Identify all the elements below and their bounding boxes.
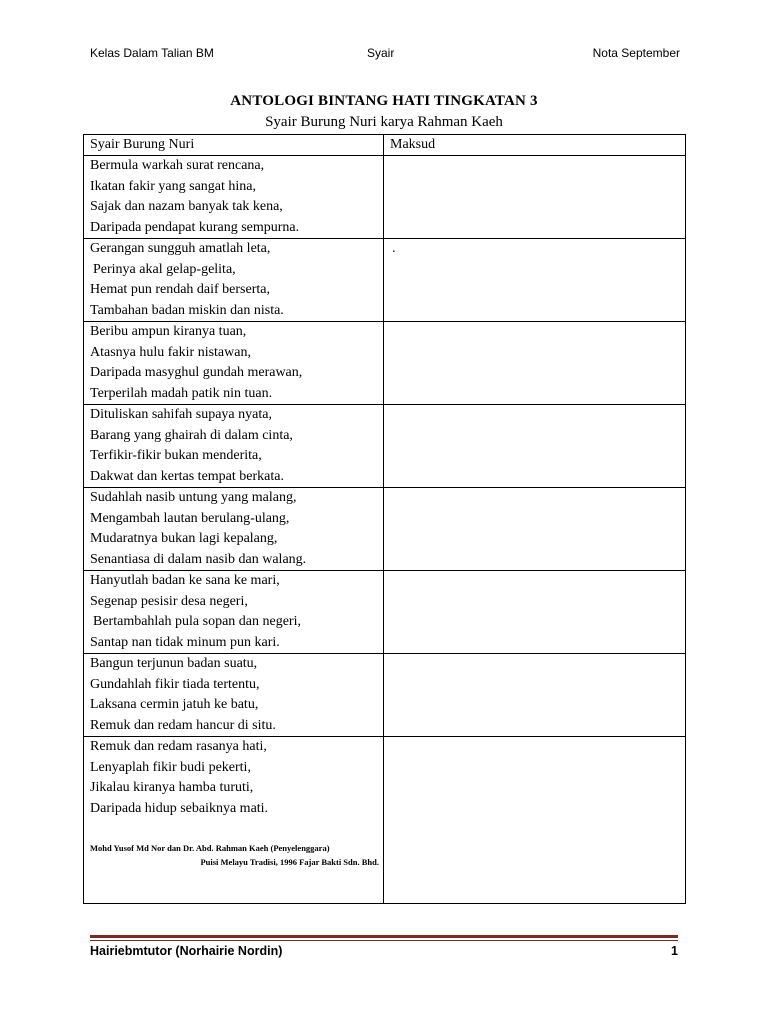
document-title: ANTOLOGI BINTANG HATI TINGKATAN 3 <box>230 93 538 109</box>
stanza-line: Atasnya hulu fakir nistawan, <box>90 344 251 360</box>
page-footer <box>90 944 680 964</box>
stanza-cell <box>84 239 384 322</box>
maksud-cell[interactable] <box>384 488 686 571</box>
stanza-line: Remuk dan redam hancur di situ. <box>90 717 276 733</box>
page-number: 1 <box>671 944 678 958</box>
table-row <box>84 571 686 654</box>
stanza-line: Bertambahlah pula sopan dan negeri, <box>93 614 301 629</box>
stanza-line: Sajak dan nazam banyak tak kena, <box>90 199 283 214</box>
table-row <box>84 654 686 737</box>
maksud-cell[interactable] <box>384 239 686 322</box>
stanza-line: Senantiasa di dalam nasib dan walang. <box>90 551 307 567</box>
maksud-cell[interactable] <box>384 571 686 654</box>
stanza-line: Bangun terjunun badan suatu, <box>90 656 258 671</box>
stanza-line: Tambahan badan miskin dan nista. <box>90 302 284 318</box>
stanza-line: Beribu ampun kiranya tuan, <box>90 324 247 339</box>
maksud-cell[interactable] <box>384 322 686 405</box>
stanza-line: Dakwat dan kertas tempat berkata. <box>90 468 284 484</box>
stanza-cell <box>84 488 384 571</box>
document-subtitle: Syair Burung Nuri karya Rahman Kaeh <box>265 114 503 130</box>
stanza-line: Hanyutlah badan ke sana ke mari, <box>90 573 280 588</box>
maksud-cell[interactable] <box>384 156 686 239</box>
citation-line: Mohd Yusof Md Nor dan Dr. Abd. Rahman Kaeh (Penyelenggara) <box>90 843 330 853</box>
table-row <box>84 737 686 904</box>
column-header-maksud: Maksud <box>384 135 686 156</box>
stanza-cell <box>84 156 384 239</box>
column-header-syair: Syair Burung Nuri <box>84 135 384 156</box>
stanza-line: Daripada hidup sebaiknya mati. <box>90 800 269 816</box>
table-row <box>84 405 686 488</box>
stanza-line: Terfikir-fikir bukan menderita, <box>90 448 262 463</box>
maksud-note: . <box>392 241 396 256</box>
citation-line: Puisi Melayu Tradisi, 1996 Fajar Bakti Sdn. Bhd. <box>200 857 379 867</box>
header-center: Syair <box>367 46 395 60</box>
table-row <box>84 239 686 322</box>
stanza-line: Bermula warkah surat rencana, <box>90 158 265 173</box>
maksud-cell[interactable] <box>384 737 686 904</box>
maksud-cell[interactable] <box>384 654 686 737</box>
stanza-line: Dituliskan sahifah supaya nyata, <box>90 407 272 422</box>
footer-author: Hairiebmtutor (Norhairie Nordin) <box>90 944 283 958</box>
stanza-line: Gundahlah fikir tiada tertentu, <box>90 676 260 692</box>
footer-rule-thin <box>90 940 678 941</box>
stanza-line: Perinya akal gelap-gelita, <box>93 261 236 277</box>
maksud-cell[interactable] <box>384 405 686 488</box>
table-row <box>84 322 686 405</box>
stanza-line: Daripada pendapat kurang sempurna. <box>90 219 300 235</box>
stanza-cell <box>84 571 384 654</box>
stanza-line: Remuk dan redam rasanya hati, <box>90 739 267 754</box>
table-row <box>84 488 686 571</box>
stanza-line: Mengambah lautan berulang-ulang, <box>90 510 290 526</box>
stanza-line: Jikalau kiranya hamba turuti, <box>90 780 254 795</box>
stanza-line: Laksana cermin jatuh ke batu, <box>90 697 259 712</box>
table-row <box>84 156 686 239</box>
stanza-line: Mudaratnya bukan lagi kepalang, <box>90 531 278 546</box>
stanza-line: Santap nan tidak minum pun kari. <box>90 634 280 650</box>
header-right: Nota September <box>592 46 680 60</box>
stanza-line: Gerangan sungguh amatlah leta, <box>90 241 271 256</box>
stanza-cell <box>84 654 384 737</box>
footer-rule-thick <box>90 935 678 938</box>
citation <box>90 841 383 869</box>
stanza-line: Hemat pun rendah daif berserta, <box>90 282 270 297</box>
stanza-line: Terperilah madah patik nin tuan. <box>90 385 273 401</box>
table-header-row <box>84 135 686 156</box>
stanza-line: Lenyaplah fikir budi pekerti, <box>90 759 251 775</box>
syair-table <box>83 134 686 904</box>
page-header <box>90 46 680 64</box>
stanza-line: Barang yang ghairah di dalam cinta, <box>90 427 293 443</box>
stanza-cell <box>84 322 384 405</box>
header-left: Kelas Dalam Talian BM <box>90 46 214 60</box>
stanza-line: Ikatan fakir yang sangat hina, <box>90 178 256 194</box>
stanza-line: Daripada masyghul gundah merawan, <box>90 365 303 380</box>
stanza-line: Segenap pesisir desa negeri, <box>90 593 248 609</box>
stanza-cell <box>84 405 384 488</box>
stanza-line: Sudahlah nasib untung yang malang, <box>90 490 297 505</box>
stanza-cell <box>84 737 384 904</box>
